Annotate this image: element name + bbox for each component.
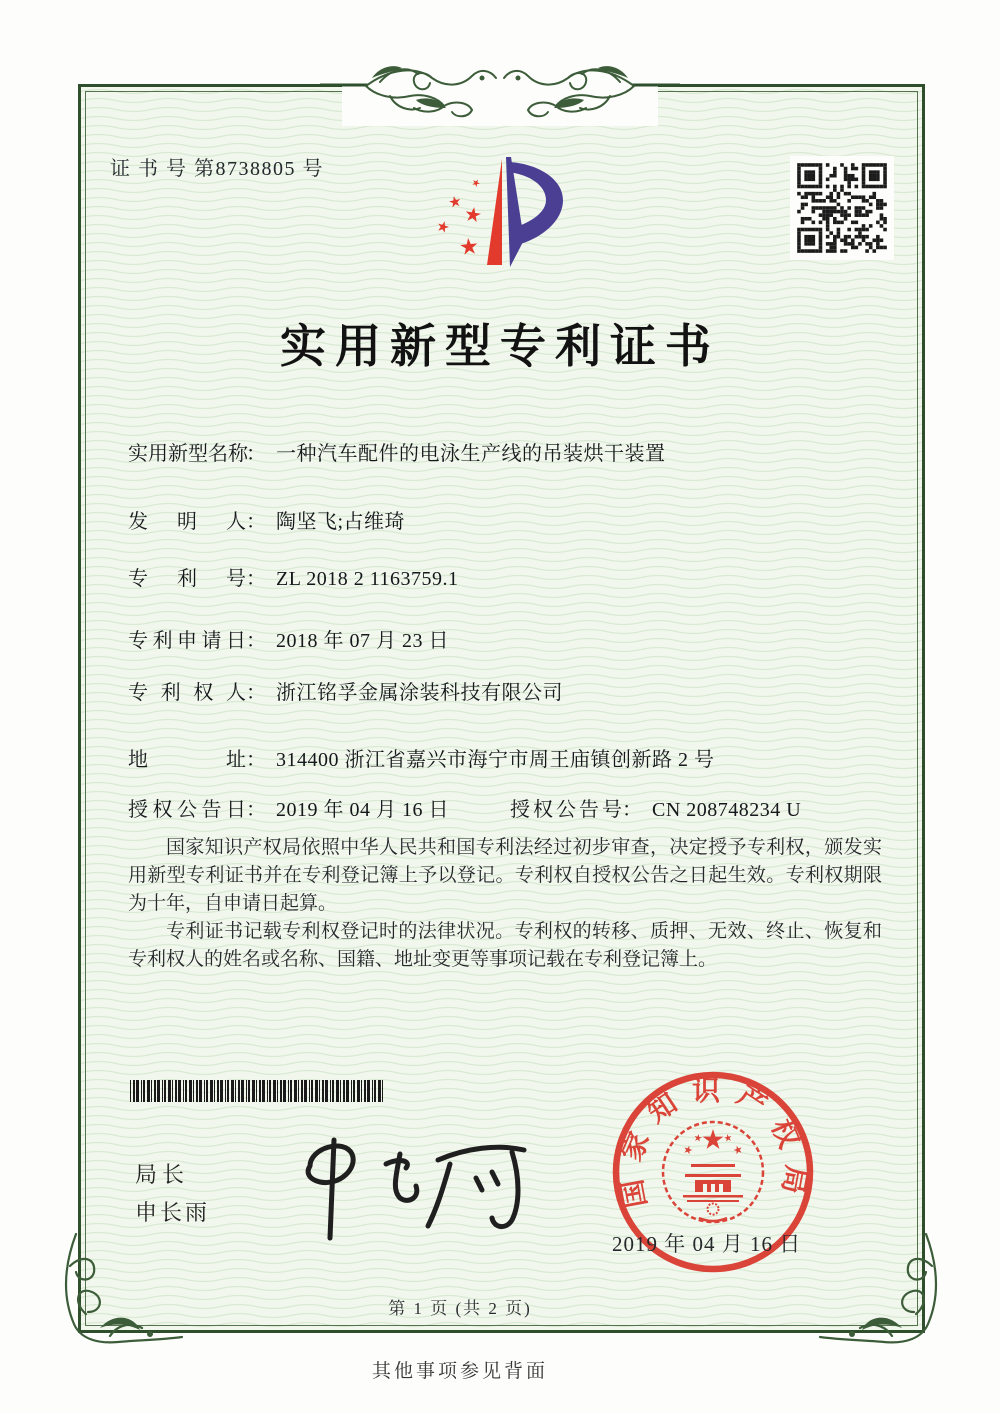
certificate-title: 实用新型专利证书 — [280, 321, 720, 372]
field-label: 专利申请日 — [128, 630, 246, 652]
page-number: 第 1 页 (共 2 页) — [388, 1299, 532, 1318]
field-label: 授权公告日 — [128, 799, 246, 821]
field-value: 一种汽车配件的电泳生产线的吊装烘干装置 — [276, 443, 666, 465]
director-title: 局长 — [135, 1162, 190, 1187]
field-row-name: 实用新型名称： 一种汽车配件的电泳生产线的吊装烘干装置 — [128, 437, 898, 466]
barcode-icon — [130, 1080, 386, 1102]
field-label: 专利号 — [128, 568, 246, 590]
legal-paragraph: 专利证书记载专利权登记时的法律状况。专利权的转移、质押、无效、终止、恢复和专利权人的姓名或名称、国籍、地址变更等事项记载在专利登记簿上。 — [128, 921, 882, 970]
field-label: 发明人 — [128, 511, 246, 533]
field-label: 授权公告号 — [510, 799, 622, 821]
qr-code-icon — [790, 156, 894, 260]
legal-text — [128, 834, 882, 974]
field-value: 314400 浙江省嘉兴市海宁市周王庙镇创新路 2 号 — [276, 749, 715, 771]
field-row-grant: 授权公告日： 2019 年 04 月 16 日 授权公告号： CN 208748234 U — [128, 793, 898, 822]
field-label: 实用新型名称 — [128, 443, 248, 465]
field-value: 陶坚飞;占维琦 — [276, 511, 406, 533]
seal-ring-text: 国家知识产权局 — [614, 1075, 812, 1210]
field-row-filing-date: 专利申请日： 2018 年 07 月 23 日 — [128, 624, 898, 653]
director-name: 申长雨 — [135, 1200, 211, 1225]
field-row-patent-number: 专利号： ZL 2018 2 1163759.1 — [128, 562, 898, 591]
seal-date: 2019 年 04 月 16 日 — [612, 1232, 802, 1256]
field-label: 专利权人 — [128, 682, 246, 704]
field-value: 浙江铭孚金属涂装科技有限公司 — [276, 682, 563, 704]
footer-note: 其他事项参见背面 — [371, 1361, 548, 1382]
handwritten-signature-icon — [286, 1130, 538, 1246]
legal-paragraph: 国家知识产权局依照中华人民共和国专利法经过初步审查，决定授予专利权，颁发实用新型专利证书并在专利登记簿上予以登记。专利权自授权公告之日起生效。专利权期限为十年，自申请日起算。 — [128, 837, 882, 914]
field-row-inventor: 发明人： 陶坚飞;占维琦 — [128, 505, 898, 534]
dragon-flourish-icon — [320, 54, 680, 138]
field-value: 2019 年 04 月 16 日 — [276, 799, 449, 821]
certificate-number: 证 书 号 第8738805 号 — [110, 158, 324, 180]
field-value: 2018 年 07 月 23 日 — [276, 630, 449, 652]
field-value: ZL 2018 2 1163759.1 — [276, 568, 459, 590]
field-row-address: 地址： 314400 浙江省嘉兴市海宁市周王庙镇创新路 2 号 — [128, 743, 898, 772]
floral-corner-icon — [818, 1232, 950, 1364]
floral-corner-icon — [52, 1232, 184, 1364]
field-label: 地址 — [128, 749, 246, 771]
field-value: CN 208748234 U — [652, 799, 802, 821]
field-row-patentee: 专利权人： 浙江铭孚金属涂装科技有限公司 — [128, 676, 898, 705]
cnipa-logo-icon — [400, 140, 620, 300]
